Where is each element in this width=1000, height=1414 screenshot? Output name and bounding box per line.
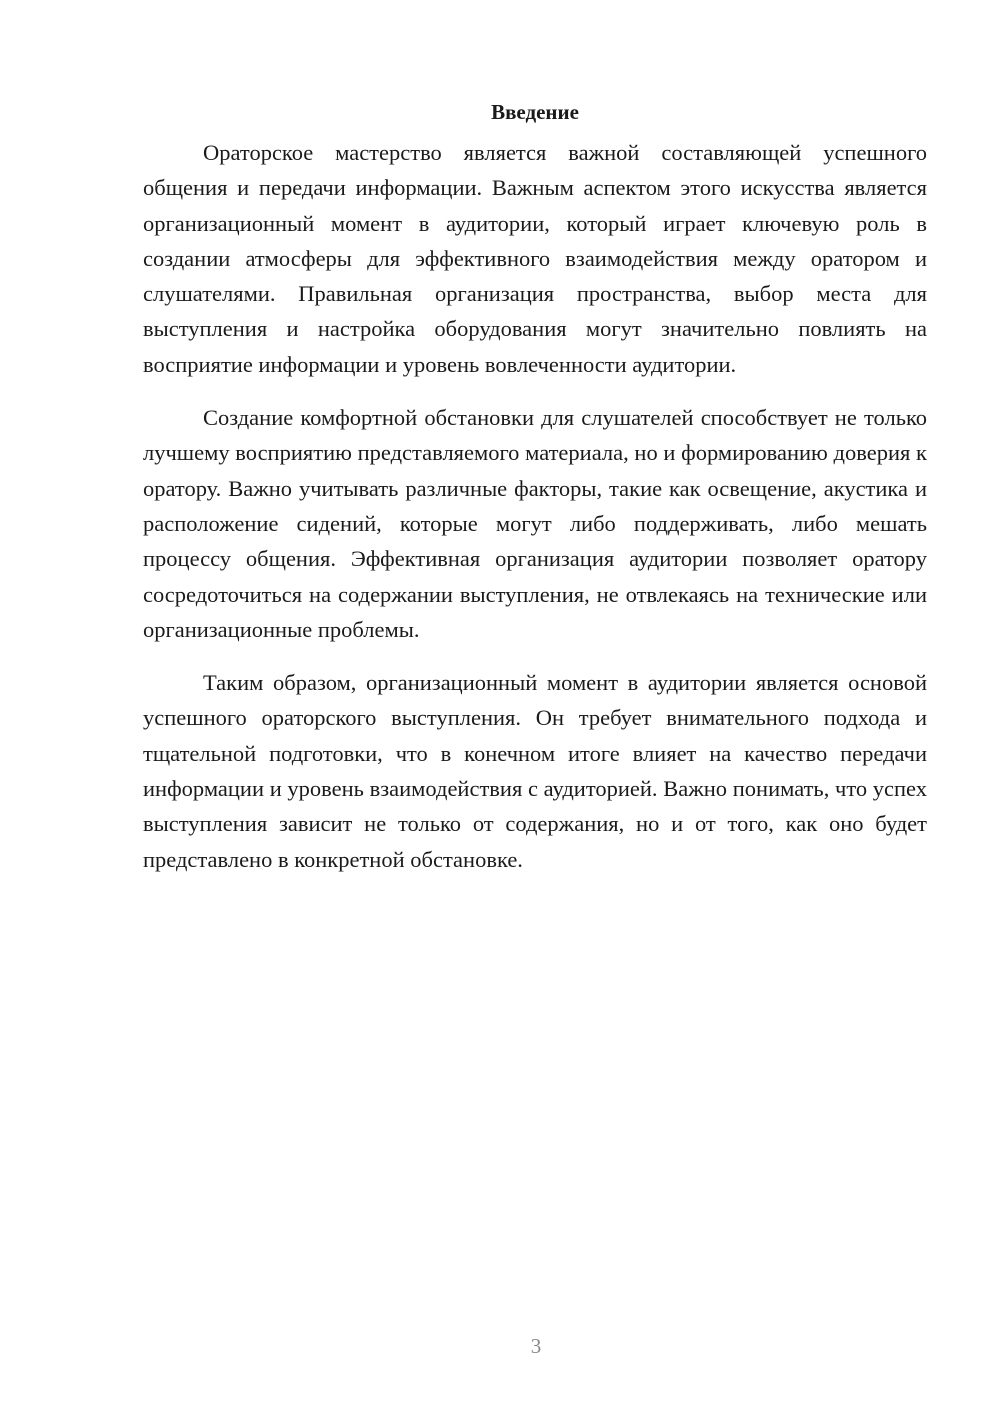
paragraph-3: Таким образом, организационный момент в аудитории является основой успешного ораторского выступления. Он требует внимательного подхода и тщательной подготовки, что в конечном итоге влияет на качество передачи информации и уровень взаимодействия с аудиторией. Важно понимать, что успех выступления зависит не только от содержания, но и от того, как оно будет представлено в конкретной обстановке. — [143, 670, 927, 872]
page-number: 3 — [530, 1334, 542, 1358]
paragraph-1: Ораторское мастерство является важной составляющей успешного общения и передачи информации. Важным аспектом этого искусства является организационный момент в аудитории, который играет ключевую роль в создании атмосферы для эффективного взаимодействия между оратором и слушателями. Правильная организация пространства, выбор места для выступления и настройка оборудования могут значительно повлиять на восприятие информации и уровень вовлеченности аудитории. — [143, 140, 927, 377]
paragraph-2: Создание комфортной обстановки для слушателей способствует не только лучшему восприятию представляемого материала, но и формированию доверия к оратору. Важно учитывать различные факторы, такие как освещение, акустика и расположение сидений, которые могут либо поддерживать, либо мешать процессу общения. Эффективная организация аудитории позволяет оратору сосредоточиться на содержании выступления, не отвлекаясь на технические или организационные проблемы. — [143, 405, 927, 642]
section-heading: Введение — [491, 100, 579, 124]
page-content — [143, 96, 927, 895]
